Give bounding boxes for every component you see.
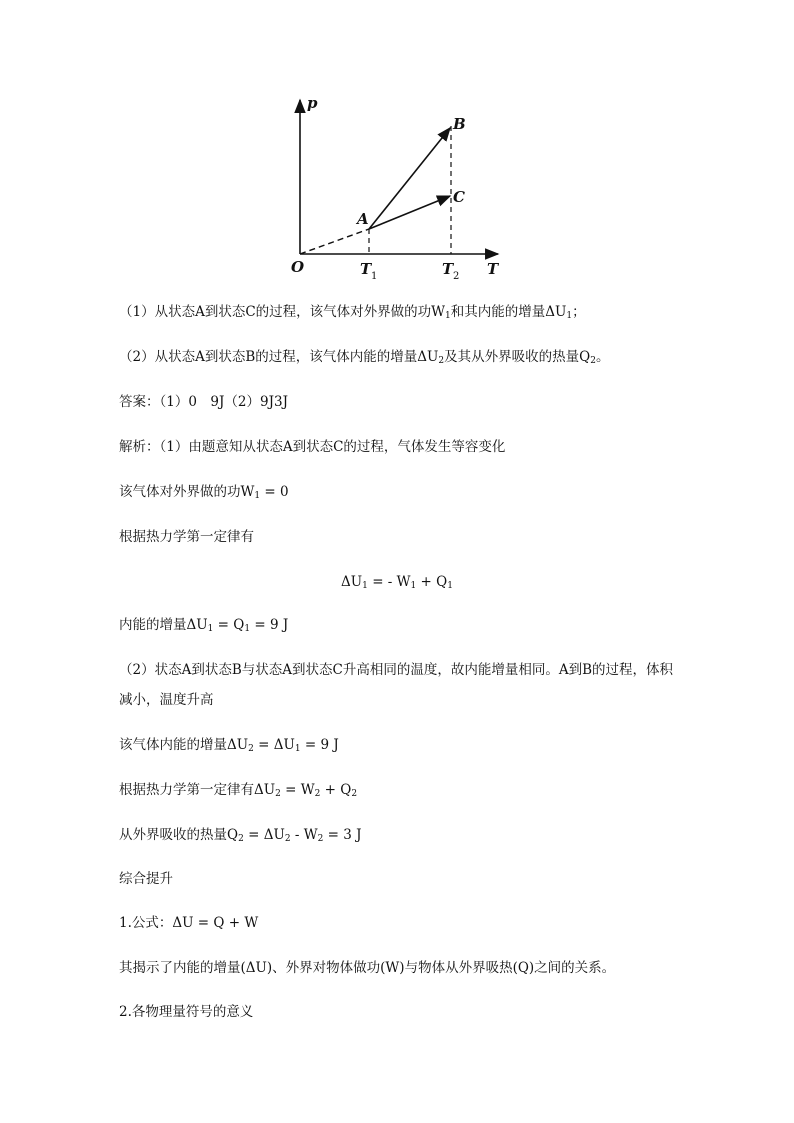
- internal-energy-2: 该气体内能的增量$\Delta U_2 = \Delta U_1 = 9$ J: [119, 737, 339, 754]
- work-statement: 该气体对外界做的功$W_1 = 0$: [119, 484, 289, 501]
- tick-label-t1: T: [360, 260, 372, 278]
- section-heading: 综合提升: [119, 871, 173, 887]
- heat-absorbed: 从外界吸收的热量$Q_2 = \Delta U_2 - W_2 = 3$ J: [119, 827, 362, 844]
- tick-label-t2: T: [442, 260, 454, 278]
- arrow-a-to-b: [369, 128, 450, 229]
- part2-paragraph-line2: 减小，温度升高: [119, 692, 214, 708]
- question-1: （1）从状态A到状态C的过程，该气体对外界做的功$W_1$和其内能的增量$\Delta U_1$；: [119, 304, 586, 321]
- formula-line: 1.公式：ΔU = Q + W: [119, 915, 259, 931]
- analysis-intro: 解析：（1）由题意知从状态A到状态C的过程，气体发生等容变化: [119, 439, 506, 455]
- axis-label-t: T: [487, 260, 499, 278]
- origin-label: O: [291, 258, 305, 276]
- point-a-label: A: [357, 210, 369, 228]
- first-law-2: 根据热力学第一定律有$\Delta U_2 = W_2 + Q_2$: [119, 782, 358, 799]
- axis-label-p: p: [307, 94, 318, 112]
- answer: 答案：（1）0 9J（2）9J3J: [119, 394, 289, 410]
- question-2: （2）从状态A到状态B的过程，该气体内能的增量$\Delta U_2$及其从外界吸收的热量$Q_2$。: [119, 349, 610, 366]
- arrow-a-to-c: [369, 196, 450, 229]
- part2-paragraph-line1: （2）状态A到状态B与状态A到状态C升高相同的温度，故内能增量相同。A到B的过程，体积: [119, 662, 674, 678]
- p-t-diagram: [280, 88, 510, 288]
- formula-meaning: 其揭示了内能的增量(ΔU)、外界对物体做功(W)与物体从外界吸热(Q)之间的关系。: [119, 960, 616, 976]
- dashed-origin-to-a: [300, 229, 369, 254]
- tick-label-t2-sub: 2: [453, 271, 460, 282]
- first-law-statement: 根据热力学第一定律有: [119, 529, 254, 545]
- symbol-meaning-heading: 2.各物理量符号的意义: [119, 1004, 254, 1020]
- point-b-label: B: [453, 115, 466, 133]
- tick-label-t1-sub: 1: [371, 271, 378, 282]
- point-c-label: C: [453, 188, 465, 206]
- internal-energy-result: 内能的增量$\Delta U_1 = Q_1 = 9$ J: [119, 617, 289, 634]
- first-law-equation: $\Delta U_1$ = - $W_1 + Q_1$: [341, 574, 453, 591]
